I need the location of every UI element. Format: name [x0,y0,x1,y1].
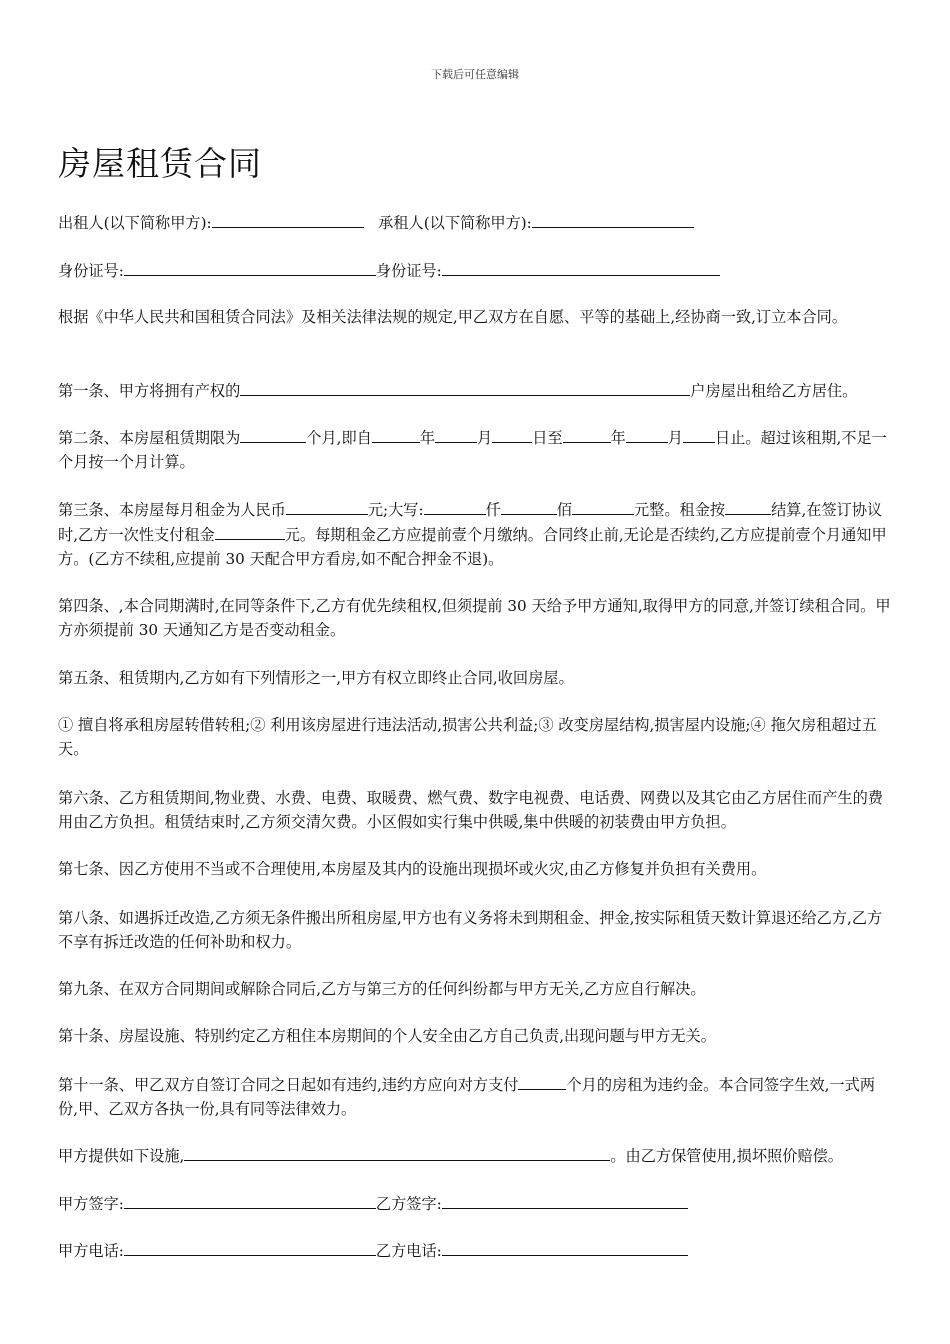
id-line [58,258,892,283]
article-3-text-e: 元整。租金按 [633,501,726,519]
article-3-text-b: 元;大写: [367,501,424,519]
payment-period-blank[interactable] [725,497,771,515]
facilities-line [58,1143,892,1168]
party-b-phone-blank[interactable] [442,1238,688,1256]
end-day-blank[interactable] [683,425,715,443]
article-3 [58,497,892,571]
article-3-text-f: 结算,在签订协议时,乙方一次性支付租金 [58,501,883,544]
lessee-blank[interactable] [532,210,694,228]
article-2-text-c: 年 [419,429,436,447]
id-label-a: 身份证号: [58,262,124,280]
article-5: 第五条、租赁期内,乙方如有下列情形之一,甲方有权立即终止合同,收回房屋。 [58,669,574,687]
article-7: 第七条、因乙方使用不当或不合理使用,本房屋及其内的设施出现损坏或火灾,由乙方修复并负担有关费用。 [58,860,767,878]
parties-line [58,210,892,235]
penalty-months-blank[interactable] [518,1072,566,1090]
party-a-phone-blank[interactable] [124,1238,376,1256]
rent-hundreds-blank[interactable] [501,497,557,515]
article-3-text-g: 元。每期租金乙方应提前壹个月缴纳。合同终止前,无论是否续约,乙方应提前壹个月通知甲方。(乙方不续租,应提前 30 天配合甲方看房,如不配合押金不退)。 [58,526,887,568]
article-2-text-h: 日止。超过该租期,不足一个月按一个月计算。 [58,429,887,471]
lessor-label: 出租人(以下简称甲方): [58,214,212,232]
party-a-signature-label: 甲方签字: [58,1195,124,1213]
contract-title: 房屋租赁合同 [58,144,262,183]
facilities-text-a: 甲方提供如下设施, [58,1147,185,1165]
article-2-text-a: 第二条、本房屋租赁期限为 [58,429,241,447]
term-months-blank[interactable] [240,425,306,443]
party-b-signature-label: 乙方签字: [375,1195,442,1213]
monthly-rent-blank[interactable] [286,497,368,515]
article-2-text-g: 月 [667,429,683,447]
article-2-text-b: 个月,即自 [306,429,372,447]
party-a-signature-blank[interactable] [124,1191,376,1209]
article-11 [58,1072,892,1121]
phone-line [58,1238,892,1263]
article-1-text-a: 第一条、甲方将拥有产权的 [58,382,241,400]
party-b-phone-label: 乙方电话: [375,1242,442,1260]
initial-rent-blank[interactable] [215,522,285,540]
party-a-phone-label: 甲方电话: [58,1242,124,1260]
article-1-text-b: 户房屋出租给乙方居住。 [690,382,858,400]
article-1 [58,378,892,403]
article-3-text-a: 第三条、本房屋每月租金为人民币 [58,501,286,519]
article-9: 第九条、在双方合同期间或解除合同后,乙方与第三方的任何纠纷都与甲方无关,乙方应自行解决。 [58,980,706,998]
article-10: 第十条、房屋设施、特别约定乙方租住本房期间的个人安全由乙方自己负责,出现问题与甲方无关。 [58,1027,716,1045]
article-11-text-b: 个月的房租为违约金。本合同签字生效,一式两份,甲、乙双方各执一份,具有同等法律效力。 [58,1076,876,1118]
id-blank-a[interactable] [124,258,376,276]
lessee-label: 承租人(以下简称甲方): [378,214,532,232]
end-month-blank[interactable] [626,425,668,443]
article-2-text-e: 日至 [532,429,563,447]
start-day-blank[interactable] [492,425,532,443]
id-blank-b[interactable] [442,258,720,276]
intro-paragraph: 根据《中华人民共和国租赁合同法》及相关法律法规的规定,甲乙双方在自愿、平等的基础上,经协商一致,订立本合同。 [58,308,848,326]
party-b-signature-blank[interactable] [442,1191,688,1209]
article-2-text-d: 月 [477,429,493,447]
article-4: 第四条、,本合同期满时,在同等条件下,乙方有优先续租权,但须提前 30 天给予甲方通知,取得甲方的同意,并签订续租合同。甲方亦须提前 30 天通知乙方是否变动租金。 [58,597,891,639]
start-year-blank[interactable] [372,425,420,443]
article-8: 第八条、如遇拆迁改造,乙方须无条件搬出所租房屋,甲方也有义务将未到期租金、押金,按实际租赁天数计算退还给乙方,乙方不享有拆迁改造的任何补助和权力。 [58,909,883,951]
article-3-text-c: 仟 [485,501,501,519]
article-6: 第六条、乙方租赁期间,物业费、水费、电费、取暖费、燃气费、数字电视费、电话费、网费以及其它由乙方居住而产生的费用由乙方负担。租赁结束时,乙方须交清欠费。小区假如实行集中供暖,集中供暖的初装费由甲方负担。 [58,789,883,831]
lessor-blank[interactable] [212,210,364,228]
signature-line [58,1191,892,1216]
facilities-text-b: 。由乙方保管使用,损坏照价赔偿。 [610,1147,843,1165]
id-label-b: 身份证号: [375,262,442,280]
rent-thousands-blank[interactable] [424,497,486,515]
article-3-text-d: 佰 [556,501,572,519]
start-month-blank[interactable] [435,425,477,443]
property-blank[interactable] [240,378,690,396]
page-header: 下载后可任意编辑 [431,68,519,81]
article-11-text-a: 第十一条、甲乙双方自签订合同之日起如有违约,违约方应向对方支付 [58,1076,519,1094]
article-5-items: ① 擅自将承租房屋转借转租;② 利用该房屋进行违法活动,损害公共利益;③ 改变房屋结构,损害屋内设施;④ 拖欠房租超过五天。 [58,716,877,758]
rent-units-blank[interactable] [572,497,634,515]
facilities-blank[interactable] [184,1143,610,1161]
article-2-text-f: 年 [610,429,626,447]
article-2 [58,425,892,474]
end-year-blank[interactable] [563,425,611,443]
